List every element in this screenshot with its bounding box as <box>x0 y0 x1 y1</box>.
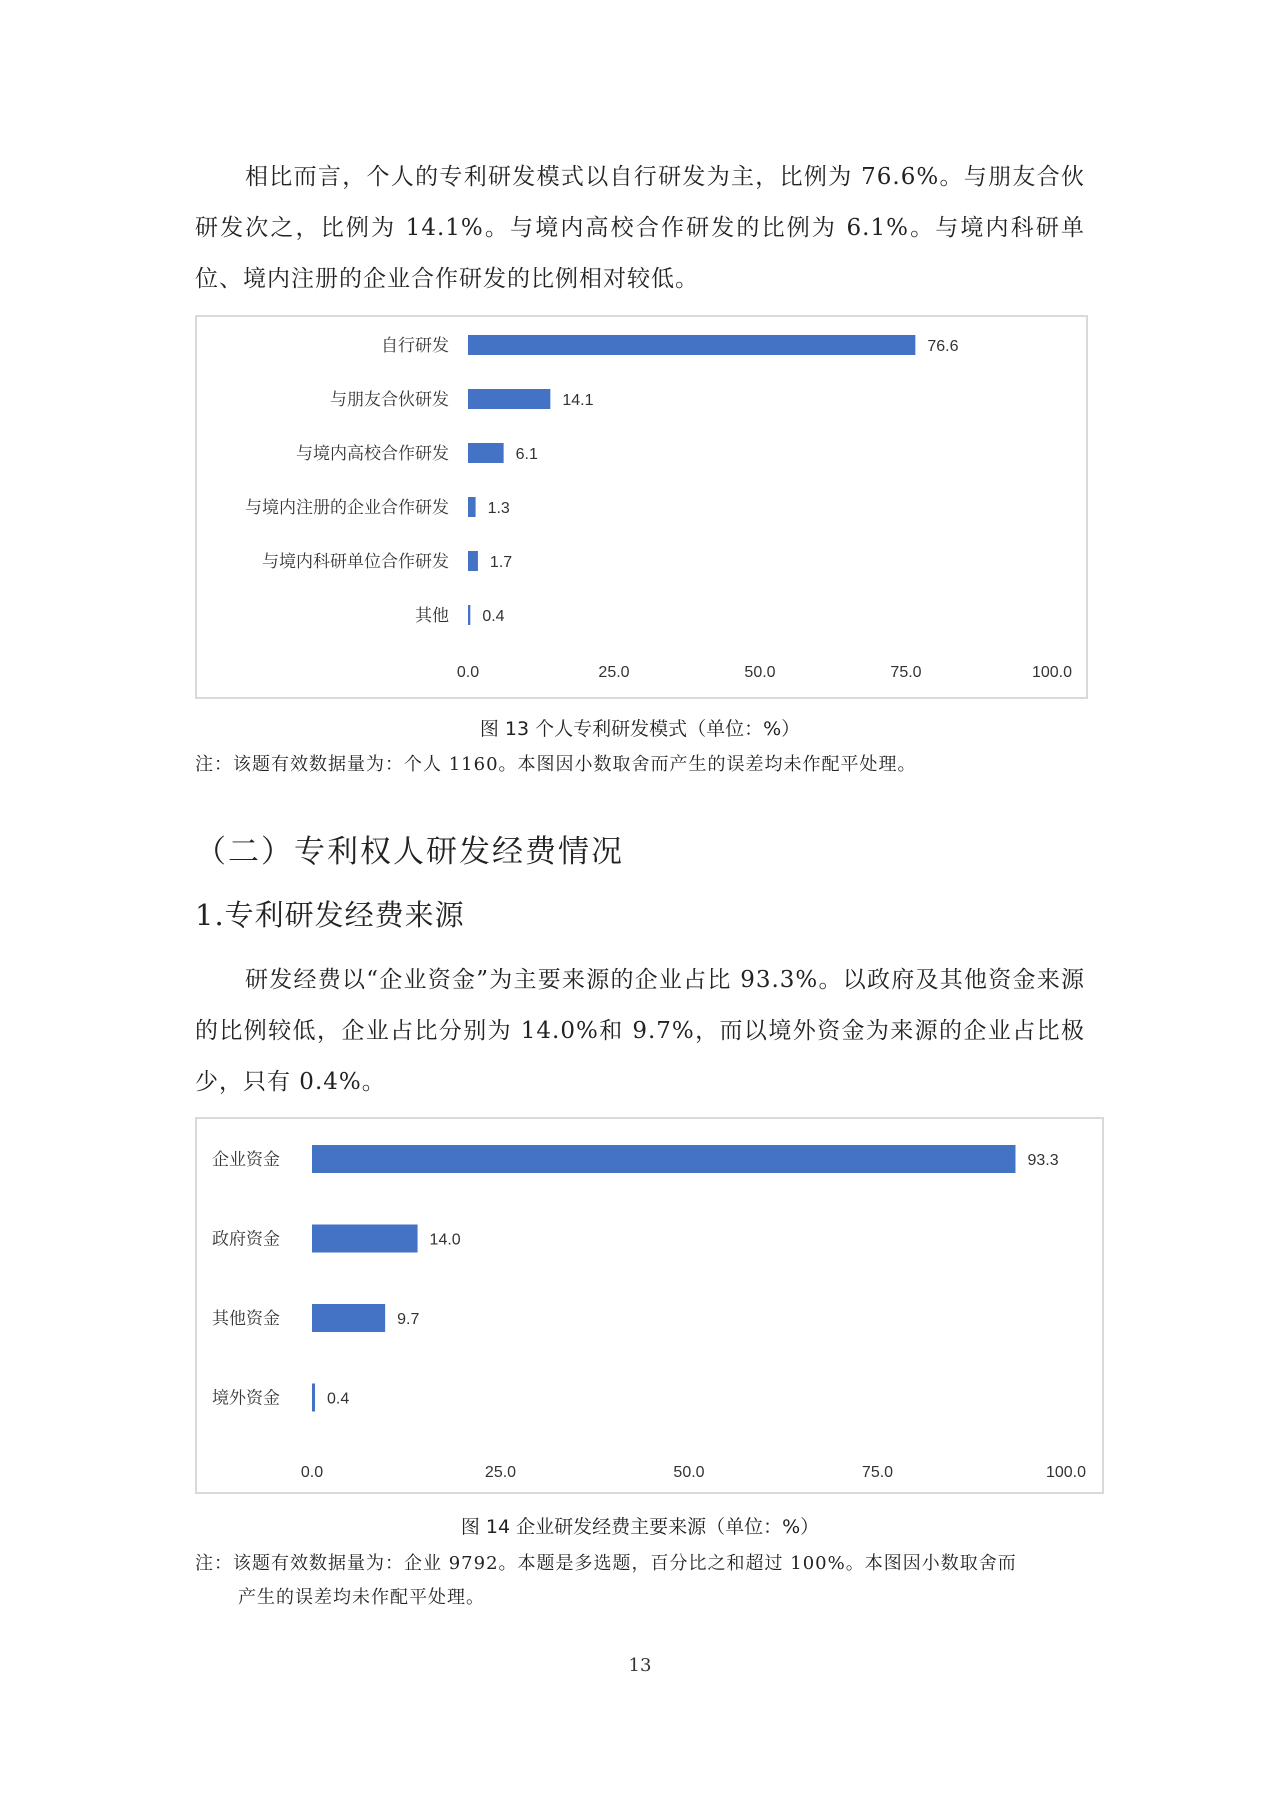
x-tick-label: 75.0 <box>890 664 922 681</box>
subsection-heading: 1.专利研发经费来源 <box>195 898 465 932</box>
figure-14-note-line-1: 注：该题有效数据量为：企业 9792。本题是多选题，百分比之和超过 100%。本图因小数取舍而 <box>195 1553 1017 1574</box>
x-tick-label: 100.0 <box>1045 1464 1087 1481</box>
page-number: 13 <box>628 1655 652 1676</box>
figure-14-caption: 图 14 企业研发经费主要来源（单位：%） <box>460 1516 820 1538</box>
data-label: 14.0 <box>429 1231 461 1249</box>
x-tick-label: 75.0 <box>861 1464 894 1481</box>
category-label: 其他 <box>415 606 449 626</box>
chart-figure-13 <box>195 315 1088 699</box>
bar <box>468 389 550 409</box>
data-label: 6.1 <box>515 446 538 463</box>
x-tick-label: 50.0 <box>744 664 776 681</box>
bar <box>312 1225 418 1253</box>
chart-14-svg <box>197 1119 1102 1492</box>
data-label: 0.4 <box>327 1390 350 1408</box>
category-label: 境外资金 <box>212 1388 280 1409</box>
bar <box>312 1384 315 1412</box>
category-label: 企业资金 <box>212 1150 280 1170</box>
chart-figure-14 <box>195 1117 1104 1494</box>
figure-13-caption: 图 13 个人专利研发模式（单位：%） <box>479 718 801 740</box>
x-tick-label: 0.0 <box>300 1464 324 1481</box>
category-label: 政府资金 <box>212 1229 280 1250</box>
bar <box>312 1145 1015 1173</box>
data-label: 1.7 <box>489 554 513 571</box>
x-tick-label: 25.0 <box>484 1464 517 1481</box>
x-tick-label: 0.0 <box>456 664 480 681</box>
bar <box>312 1304 385 1332</box>
category-label: 自行研发 <box>381 336 449 356</box>
data-label: 0.4 <box>482 608 505 625</box>
data-label: 76.6 <box>927 338 959 355</box>
category-label: 与境内高校合作研发 <box>296 444 449 464</box>
data-label: 9.7 <box>397 1311 420 1328</box>
data-label: 14.1 <box>562 392 594 409</box>
x-tick-label: 100.0 <box>1031 664 1073 681</box>
section-heading: （二）专利权人研发经费情况 <box>195 834 624 870</box>
category-label: 与境内注册的企业合作研发 <box>245 498 449 518</box>
bar <box>468 335 915 355</box>
paragraph-personal-rd-mode: 相比而言，个人的专利研发模式以自行研发为主，比例为 76.6%。与朋友合伙研发次之，比例为 14.1%。与境内高校合作研发的比例为 6.1%。与境内科研单位、境内注册的企业合作研发的比例相对较低。 <box>195 164 1085 292</box>
bar <box>468 497 476 517</box>
data-label: 1.3 <box>487 500 510 517</box>
figure-14-note <box>195 1547 1095 1615</box>
category-label: 其他资金 <box>212 1309 280 1329</box>
figure-14-note-line-2: 产生的误差均未作配平处理。 <box>238 1587 485 1608</box>
paragraph-rd-funding-source: 研发经费以“企业资金”为主要来源的企业占比 93.3%。以政府及其他资金来源的比例较低，企业占比分别为 14.0%和 9.7%，而以境外资金为来源的企业占比极少，只有 0.4%。 <box>195 967 1085 1095</box>
bar <box>468 443 504 463</box>
category-label: 与朋友合伙研发 <box>330 390 449 410</box>
x-tick-label: 25.0 <box>598 664 630 681</box>
chart-13-svg <box>197 317 1086 697</box>
data-label: 93.3 <box>1027 1152 1059 1169</box>
bar <box>468 605 470 625</box>
figure-13-note: 注：该题有效数据量为：个人 1160。本图因小数取舍而产生的误差均未作配平处理。 <box>195 754 917 775</box>
x-tick-label: 50.0 <box>673 1464 705 1481</box>
bar <box>468 551 478 571</box>
category-label: 与境内科研单位合作研发 <box>262 552 449 572</box>
